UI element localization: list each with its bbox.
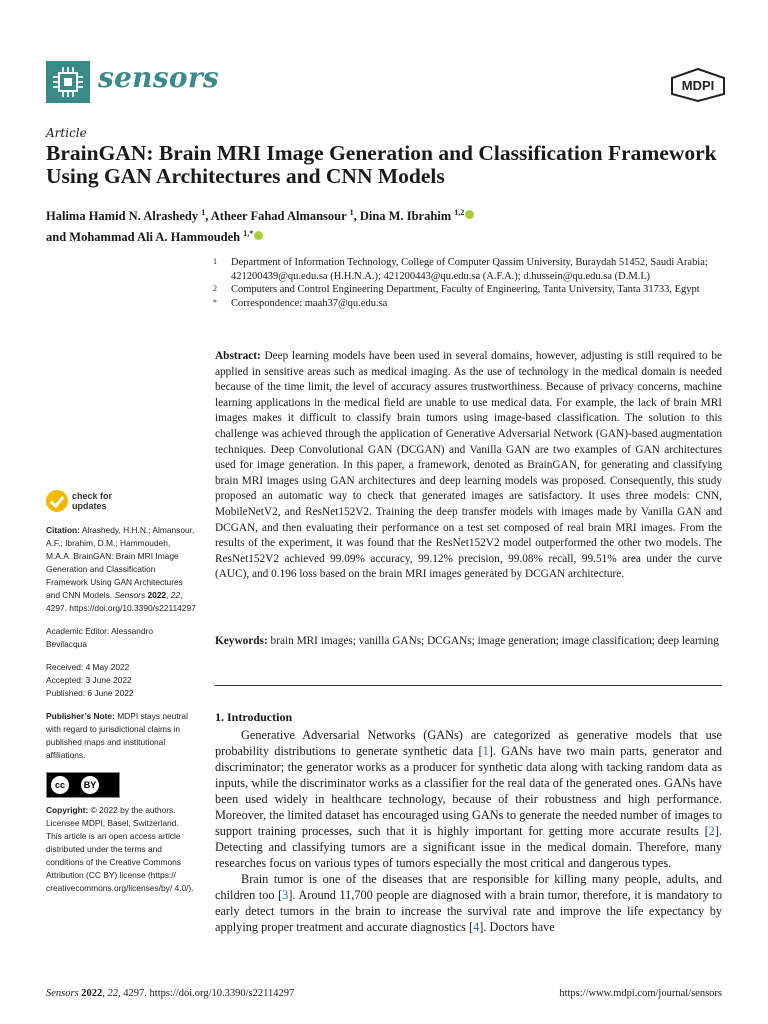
doi-link[interactable]: , 4297. https://doi.org/10.3390/s22114297	[46, 590, 196, 613]
section-heading: 1. Introduction	[215, 710, 293, 724]
citation-link[interactable]: 4	[473, 920, 480, 934]
checkmark-icon	[46, 490, 68, 512]
journal-logo-icon	[46, 61, 90, 103]
publisher-logo	[670, 68, 726, 102]
citation-link[interactable]: 2	[708, 824, 715, 838]
affiliation-text: Department of Information Technology, College of Computer Qassim University, Buraydah 51452, Saudi Arabia; 421200439@qu.edu.sa (H.H.N.A.); 421200443@qu.edu.sa (A.F.A.); d.hussein@qu.edu.sa (D.M.I.)	[231, 257, 708, 282]
by-icon: BY	[81, 776, 99, 794]
publisher-label: MDPI	[681, 78, 715, 93]
author-name: Halima Hamid N. Alrashedy	[46, 209, 199, 224]
check-for-updates-button[interactable]	[46, 488, 196, 514]
cc-icon: cc	[51, 776, 69, 794]
copyright-block: Copyright: © 2022 by the authors. Licensee MDPI, Basel, Switzerland. This article is an open access article distributed under the terms and conditions of the Creative Commons Attribution (CC BY) license (https:// creativecommons.org/licenses/by/ 4.0/).	[46, 805, 194, 893]
footer-year: 2022	[81, 988, 103, 999]
affiliation-text: Computers and Control Engineering Department, Faculty of Engineering, Tanta University, Tanta 31733, Egypt	[231, 284, 700, 295]
published-date: Published: 6 June 2022	[46, 688, 134, 698]
page-footer: Sensors 2022, 22, 4297. https://doi.org/10.3390/s22114297 https://www.mdpi.com/journal/sensors	[46, 988, 722, 999]
received-date: Received: 4 May 2022	[46, 662, 130, 672]
footer-volume: 22	[107, 988, 119, 999]
abstract	[215, 349, 722, 583]
footer-doi[interactable]: , 4297. https://doi.org/10.3390/s22114297	[118, 988, 295, 999]
keywords-label: Keywords:	[215, 635, 268, 647]
paragraph: Brain tumor is one of the diseases that are responsible for killing many people, adults, and children too [3]. Around 11,700 people are diagnosed with a brain tumor, therefore, it is mandatory to early detect tumors in the brain to increase the survival rate and improve the life expectancy by applying proper treatment and accurate diagnostics [4]. Doctors have	[215, 872, 723, 934]
abstract-text: Deep learning models have been used in several domains, however, adjusting is still required to be applied in sensitive areas such as medical imaging. As the use of technology in the medical domain is needed because of the time limit, the level of accuracy assures trustworthiness. Because of privacy concerns, machine learning applications in the medical field are unable to use medical data. For example, the lack of brain MRI images makes it difficult to classify brain tumors using image-based classification. The solution to this challenge was achieved through the application of Generative Adversarial Network (GAN)-based augmentation techniques. Deep Convolutional GAN (DCGAN) and Vanilla GAN are two examples of GAN architectures used for image generation. In this paper, a framework, denoted as BrainGAN, for generating and classifying brain MRI images using GAN architectures and deep learning models was proposed. Consequently, this study proposed an automatic way to check that generated images are satisfactory. It uses three models: CNN, MobileNetV2, and ResNet152V2. Training the deep transfer models with images made by Vanilla GAN and DCGAN, and then evaluating their performance on a test set composed of real brain MRI images. From the results of the experiment, it was found that the ResNet152V2 model outperformed the other two models. The ResNet152V2 achieved 99.09% accuracy, 99.12% precision, 99.08% recall, 99.51% area under the curve (AUC), and 0.196 loss based on the brain MRI images generated by DCGAN architecture.	[215, 350, 722, 581]
publisher-note: Publisher’s Note: MDPI stays neutral with regard to jurisdictional claims in published maps and institutional affiliations.	[46, 711, 188, 760]
paragraph: Generative Adversarial Networks (GANs) are categorized as generative models that use probability distributions to generate synthetic data [1]. GANs have two main parts, generator and discriminator; the generator works as a producer for synthetic data along with tacking random data as inputs, while the discriminator works as a classifier for the real data of the generated ones. GANs have been used widely in healthcare technology, because of their robustness and high performance. Moreover, the limited dataset has encouraged using GANs to generate the needed number of images to support training processes, such that it is highly important for getting more accurate results [2]. Detecting and classifying tumors are a significant issue in the medical domain. Therefore, many researches focus on various types of tumors especially the most critical and dangerous types.	[215, 728, 722, 870]
correspondence-text: Correspondence: maah37@qu.edu.sa	[231, 297, 388, 309]
author-affil-sup: 1	[201, 208, 206, 217]
section-divider	[215, 685, 722, 686]
affiliations	[213, 256, 723, 310]
affiliation-mark: 1	[213, 257, 217, 266]
affiliation-item	[213, 256, 723, 283]
dates-block	[46, 661, 196, 700]
citation-link[interactable]: 3	[282, 888, 289, 902]
academic-editor: Academic Editor: Alessandro Bevilacqua	[46, 626, 154, 649]
accepted-date: Accepted: 3 June 2022	[46, 675, 132, 685]
abstract-label: Abstract:	[215, 350, 261, 362]
check-line-1: check for	[72, 491, 113, 501]
author-affil-sup: 1	[349, 208, 354, 217]
article-type: Article	[46, 126, 87, 140]
author-list: Halima Hamid N. Alrashedy $^1$, Atheer Fahad Almansour $^1$, Dina M. Ibrahim $^{1,2}$ and Mohammad Ali A. Hammoudeh $^{1,*}$	[46, 204, 726, 246]
citation-block: Citation: Alrashedy, H.H.N.; Almansour, A.F.; Ibrahim, D.M.; Hammoudeh, M.A.A. BrainGAN: Brain MRI Image Generation and Classification Framework Using GAN Architectures and CNN Models. Sensors 2022, 22, 4297. https://doi.org/10.3390/s22114297	[46, 525, 196, 613]
orcid-icon[interactable]	[465, 210, 474, 219]
keywords	[215, 633, 722, 649]
mdpi-logo-icon	[670, 68, 726, 102]
journal-name: sensors	[98, 61, 219, 94]
paper-title: BrainGAN: Brain MRI Image Generation and Classification Framework Using GAN Architectures and CNN Models	[46, 141, 717, 188]
citation-link[interactable]: 1	[482, 744, 489, 758]
author-name: Dina M. Ibrahim	[359, 209, 452, 224]
author-affil-sup: 1,*	[243, 229, 254, 239]
sidebar	[46, 488, 196, 905]
author-affil-sup: 1,2	[454, 208, 465, 217]
affiliation-item	[213, 283, 723, 297]
keywords-text: brain MRI images; vanilla GANs; DCGANs; image generation; image classification; deep learning	[270, 635, 719, 647]
affiliation-mark: 2	[213, 284, 217, 293]
intro-body	[215, 727, 722, 935]
orcid-icon[interactable]	[254, 231, 263, 240]
footer-journal: Sensors	[46, 988, 79, 999]
journal-url-link[interactable]: https://www.mdpi.com/journal/sensors	[559, 988, 722, 999]
affiliation-item	[213, 297, 723, 311]
cc-license-badge[interactable]	[46, 772, 120, 798]
affiliation-mark: *	[213, 297, 217, 307]
check-line-2: updates	[72, 501, 107, 511]
author-name: Atheer Fahad Almansour	[210, 209, 347, 224]
author-name: and Mohammad Ali A. Hammoudeh	[46, 230, 241, 245]
journal-header	[46, 58, 726, 104]
